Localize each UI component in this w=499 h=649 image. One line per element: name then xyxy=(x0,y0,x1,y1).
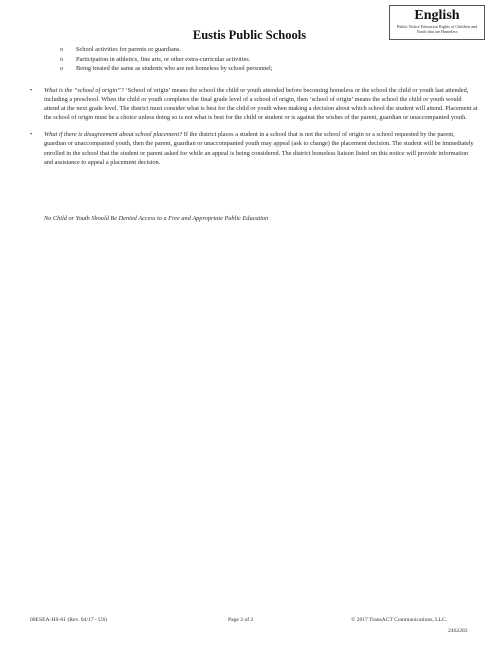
page-number: Page 2 of 2 xyxy=(228,617,254,623)
closing-statement: No Child or Youth Should Be Denied Access to a Free and Appropriate Public Education xyxy=(44,215,269,222)
list-item-text: Being treated the same as students who are not homeless by school personnel; xyxy=(76,65,273,72)
faq-list xyxy=(30,86,478,175)
list-item xyxy=(60,45,480,55)
circle-bullet-icon: o xyxy=(60,46,64,53)
list-item xyxy=(60,64,480,74)
copyright: © 2017 TransACT Communications, LLC. xyxy=(351,617,448,623)
faq-item-school-of-origin xyxy=(30,86,478,122)
list-item-text: Participation in athletics, fine arts, or other extra-curricular activities. xyxy=(76,55,251,63)
page-title: Eustis Public Schools xyxy=(192,28,307,42)
language-box xyxy=(389,5,485,40)
faq-question: What is the “school of origin”? xyxy=(44,87,124,94)
document-number: 2462283 xyxy=(448,628,468,634)
faq-question: What if there is disagreement about school placement? xyxy=(44,131,183,139)
language-subtitle: Public Notice Education Rights of Children and Youth that are Homeless xyxy=(396,24,478,34)
bullet-icon: • xyxy=(30,87,33,94)
circle-bullet-icon: o xyxy=(60,65,64,72)
list-item xyxy=(60,55,480,65)
list-item-text: School activities for parents or guardians. xyxy=(76,46,181,53)
circle-bullet-icon: o xyxy=(60,55,64,63)
faq-answer: ‘School of origin’ means the school the child or youth attended before becoming homeless or the school the child or youth last attended, including a preschool. When the child or youth completes the final grade level of a school of origin, then ‘school of origin’ means the school the child or youth would attend at the next grade level. The district must consider what is best for the child or youth when making a decision about which school the student will attend. Placement at the school of origin must be a choice unless doing so is not what is best for the child or student or is against the wishes of the parent, guardian or unaccompanied youth. xyxy=(44,87,478,122)
faq-answer: If the district places a student in a school that is not the school of origin or a school requested by the parent, guardian or unaccompanied youth, then the parent, guardian or unaccompanied youth may appeal (ask to change) the placement decision. The student will be immediately enrolled in the school that the student or parent asked for while an appeal is being considered. The district homeless liaison listed on this notice will provide information and assistance to appeal a placement decision. xyxy=(44,131,474,166)
form-id: 00ESEA-HS-01 (Rev. 04/17 - US) xyxy=(30,617,108,623)
language-label: English xyxy=(414,8,460,23)
bullet-icon: • xyxy=(30,131,33,139)
faq-item-placement-disagreement xyxy=(30,130,478,166)
rights-sublist xyxy=(60,45,480,74)
